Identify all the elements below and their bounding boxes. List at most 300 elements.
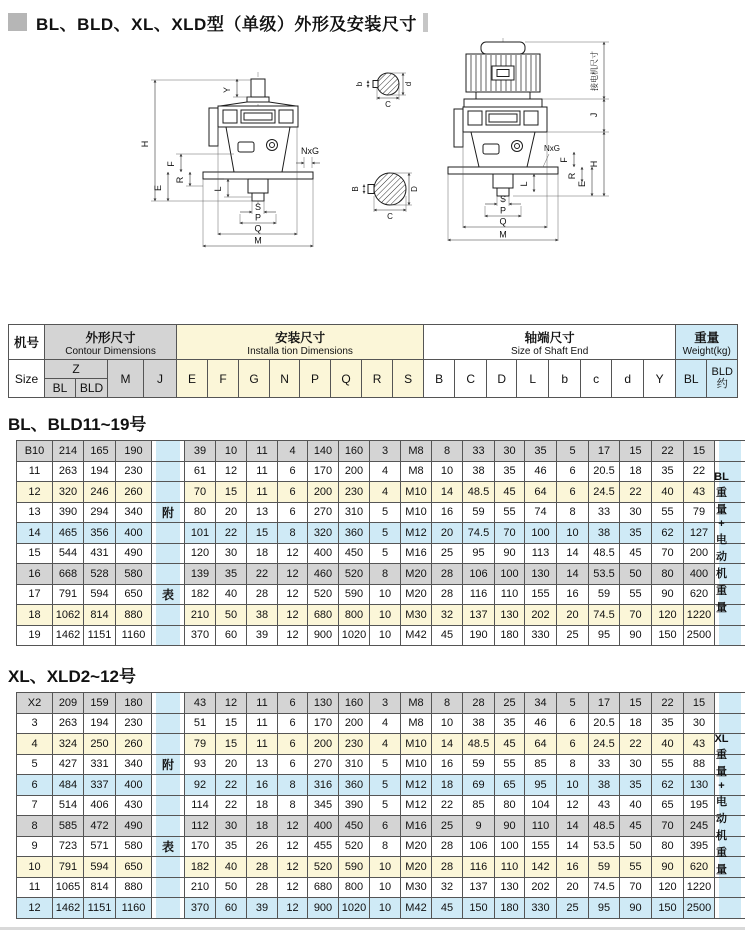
table-cell: M12 — [401, 775, 432, 796]
header-col-y: Y — [644, 360, 676, 398]
table-cell: 10 — [432, 713, 463, 734]
table-cell: 15 — [620, 693, 652, 714]
table-cell: 194 — [84, 713, 116, 734]
table-cell: M8 — [401, 713, 432, 734]
table-cell: 15 — [247, 523, 278, 544]
table-cell: 472 — [84, 816, 116, 837]
table-cell: 30 — [684, 713, 715, 734]
table-cell: 137 — [463, 877, 495, 898]
table-cell: 65 — [652, 795, 684, 816]
table-cell: M16 — [401, 543, 432, 564]
table-cell: 20 — [216, 754, 247, 775]
table-row — [17, 836, 745, 857]
table-cell: 150 — [652, 898, 684, 919]
table-cell: 214 — [53, 441, 84, 462]
table-cell: 35 — [620, 775, 652, 796]
table-cell: 1220 — [684, 877, 715, 898]
table-cell: 165 — [84, 441, 116, 462]
band-cell — [715, 523, 745, 544]
table-cell: 11 — [247, 441, 278, 462]
table-cell: 791 — [53, 857, 84, 878]
table-cell: 2500 — [684, 898, 715, 919]
table-cell: X2 — [17, 693, 53, 714]
table-cell: 331 — [84, 754, 116, 775]
table-cell: 14 — [17, 523, 53, 544]
band-cell — [152, 693, 185, 714]
table-cell: B10 — [17, 441, 53, 462]
table-cell: 70 — [620, 605, 652, 626]
table-cell: 390 — [339, 795, 370, 816]
table-cell: 22 — [216, 795, 247, 816]
table-cell: M12 — [401, 523, 432, 544]
band-cell — [715, 482, 745, 503]
table-cell: 270 — [308, 502, 339, 523]
table-cell: 10 — [557, 775, 589, 796]
reducer-left-view — [203, 72, 313, 206]
band-cell — [715, 543, 745, 564]
dim-label-j: J — [589, 113, 599, 118]
table-cell: 5 — [17, 754, 53, 775]
table-cell: 55 — [495, 502, 525, 523]
table-cell: 5 — [370, 795, 401, 816]
table-cell: 650 — [116, 857, 152, 878]
table-cell: 4 — [370, 461, 401, 482]
table-cell: 22 — [652, 441, 684, 462]
shaft-section-small — [355, 73, 413, 109]
table-cell: 200 — [339, 461, 370, 482]
band-cell — [152, 816, 185, 837]
table-cell: 61 — [185, 461, 216, 482]
header-col-r: R — [362, 360, 393, 398]
table-cell: 64 — [525, 734, 557, 755]
table-cell: 427 — [53, 754, 84, 775]
table-cell: 116 — [463, 857, 495, 878]
dim-label-nxg: NxG — [301, 146, 319, 156]
table-cell: 814 — [84, 605, 116, 626]
band-cell — [152, 625, 185, 646]
table-cell: 180 — [116, 693, 152, 714]
dim-label-s: S — [255, 202, 261, 212]
table-cell: 190 — [463, 625, 495, 646]
table-cell: 400 — [684, 564, 715, 585]
table-cell: M10 — [401, 482, 432, 503]
band-cell — [715, 775, 745, 796]
table-cell: 17 — [589, 441, 620, 462]
header-weight-bl: BL — [676, 360, 707, 398]
table-cell: 130 — [684, 775, 715, 796]
table-cell: 6 — [278, 502, 308, 523]
table-cell: 400 — [308, 543, 339, 564]
table-cell: 127 — [684, 523, 715, 544]
table-cell: 43 — [589, 795, 620, 816]
table-cell: 116 — [463, 584, 495, 605]
table-cell: 202 — [525, 605, 557, 626]
table-cell: 62 — [652, 523, 684, 544]
dim-label-c-small: C — [385, 100, 391, 109]
table-cell: 360 — [339, 523, 370, 544]
table-cell: M30 — [401, 605, 432, 626]
table-cell: 60 — [216, 898, 247, 919]
table-cell: 35 — [216, 836, 247, 857]
table-cell: 16 — [432, 754, 463, 775]
table-cell: 345 — [308, 795, 339, 816]
table-cell: 200 — [308, 734, 339, 755]
table-cell: M42 — [401, 898, 432, 919]
table-cell: 17 — [589, 693, 620, 714]
table-cell: 74.5 — [463, 523, 495, 544]
table-cell: 12 — [216, 461, 247, 482]
dim-label-r: R — [175, 176, 185, 183]
table-cell: 26 — [247, 836, 278, 857]
table-cell: 18 — [247, 543, 278, 564]
table-cell: 680 — [308, 877, 339, 898]
table-cell: 22 — [432, 795, 463, 816]
header-col-d2: d — [612, 360, 644, 398]
band-cell — [715, 713, 745, 734]
header-col-m: M — [108, 360, 144, 398]
dim-label-d-small: d — [404, 82, 413, 86]
table-cell: 1220 — [684, 605, 715, 626]
table-cell: 110 — [525, 816, 557, 837]
table-cell: 585 — [53, 816, 84, 837]
dim-label-r-right: R — [567, 172, 577, 179]
weight-band-char: 量 — [716, 599, 727, 615]
table-cell: 1462 — [53, 625, 84, 646]
table-cell: 316 — [308, 775, 339, 796]
band-cell — [152, 775, 185, 796]
dim-label-d-large: D — [410, 186, 419, 192]
header-machine-no: 机号 — [9, 325, 45, 360]
table-cell: 430 — [116, 795, 152, 816]
table-cell: 8 — [278, 795, 308, 816]
table-cell: 22 — [216, 523, 247, 544]
table-cell: 90 — [495, 543, 525, 564]
band-cell — [152, 795, 185, 816]
table-cell: 1160 — [116, 898, 152, 919]
table-cell: 250 — [84, 734, 116, 755]
table-cell: 6 — [557, 734, 589, 755]
table-cell: 160 — [339, 693, 370, 714]
table-cell: 50 — [216, 877, 247, 898]
dim-label-nxg-right: NxG — [544, 144, 560, 153]
table-cell: 22 — [620, 482, 652, 503]
table-cell: 28 — [247, 584, 278, 605]
table-cell: 55 — [620, 857, 652, 878]
table-cell: 59 — [589, 584, 620, 605]
table-cell: 80 — [495, 795, 525, 816]
table-cell: 230 — [339, 734, 370, 755]
table-cell: 90 — [620, 898, 652, 919]
weight-band-char: 重 — [716, 844, 727, 860]
table-cell: 38 — [463, 713, 495, 734]
table-cell: 130 — [525, 564, 557, 585]
table-cell: 28 — [247, 857, 278, 878]
band-cell — [715, 441, 745, 462]
table-cell: 4 — [370, 482, 401, 503]
table-cell: 880 — [116, 877, 152, 898]
table-cell: 55 — [652, 754, 684, 775]
table-cell: 160 — [339, 441, 370, 462]
band-cell: 表 — [152, 584, 185, 605]
table-cell: 246 — [84, 482, 116, 503]
table-cell: 590 — [339, 584, 370, 605]
table-cell: 43 — [684, 482, 715, 503]
table-cell: 8 — [278, 775, 308, 796]
weight-band-char: XL — [714, 733, 728, 745]
weight-band-char: 重 — [716, 582, 727, 598]
table-cell: 70 — [495, 523, 525, 544]
table-cell: 450 — [339, 816, 370, 837]
table-cell: 11 — [247, 693, 278, 714]
table-cell: 30 — [620, 502, 652, 523]
table-cell: 594 — [84, 584, 116, 605]
table-cell: 8 — [432, 693, 463, 714]
header-col-b: B — [424, 360, 455, 398]
table-cell: 16 — [557, 584, 589, 605]
table-cell: 45 — [432, 898, 463, 919]
table-cell: 2500 — [684, 625, 715, 646]
table-cell: 46 — [525, 713, 557, 734]
table-cell: 4 — [278, 441, 308, 462]
table-cell: 528 — [84, 564, 116, 585]
table-row — [17, 693, 745, 714]
table-cell: 400 — [116, 775, 152, 796]
dimensions-table-bl — [16, 440, 745, 646]
table-cell: 114 — [185, 795, 216, 816]
table-cell: 6 — [278, 482, 308, 503]
table-cell: 8 — [557, 502, 589, 523]
table-cell: 55 — [495, 754, 525, 775]
table-cell: 55 — [620, 584, 652, 605]
table-cell: 106 — [463, 836, 495, 857]
table-cell: 6 — [557, 482, 589, 503]
table-cell: 594 — [84, 857, 116, 878]
table-cell: 3 — [17, 713, 53, 734]
header-weight-bld: BLD 约 — [707, 360, 738, 398]
table-cell: 400 — [308, 816, 339, 837]
dim-label-c-large: C — [387, 212, 393, 221]
table-cell: 324 — [53, 734, 84, 755]
table-row — [17, 877, 745, 898]
table-cell: 79 — [684, 502, 715, 523]
table-cell: 22 — [620, 734, 652, 755]
table-cell: 16 — [247, 775, 278, 796]
table-cell: 16 — [432, 502, 463, 523]
table-cell: 51 — [185, 713, 216, 734]
table-cell: 880 — [116, 605, 152, 626]
table-cell: 34 — [525, 693, 557, 714]
table-cell: 100 — [525, 523, 557, 544]
table-cell: 110 — [495, 857, 525, 878]
table-cell: 150 — [463, 898, 495, 919]
table-cell: 85 — [525, 754, 557, 775]
table-cell: 95 — [589, 898, 620, 919]
table-cell: 120 — [652, 605, 684, 626]
table-cell: 35 — [525, 441, 557, 462]
table-cell: 8 — [17, 816, 53, 837]
table-cell: 45 — [620, 543, 652, 564]
table-cell: 8 — [370, 564, 401, 585]
table-cell: 90 — [495, 816, 525, 837]
table-cell: 330 — [525, 625, 557, 646]
table-cell: 64 — [525, 482, 557, 503]
table-cell: 406 — [84, 795, 116, 816]
table-cell: 544 — [53, 543, 84, 564]
table-cell: 195 — [684, 795, 715, 816]
section-title-bl: BL、BLD11~19号 — [8, 410, 745, 435]
table-cell: 142 — [525, 857, 557, 878]
table-cell: 7 — [17, 795, 53, 816]
table-cell: 69 — [463, 775, 495, 796]
header-col-l: L — [517, 360, 549, 398]
table-cell: 800 — [339, 605, 370, 626]
table-cell: 18 — [17, 605, 53, 626]
table-cell: 800 — [339, 877, 370, 898]
header-col-c: C — [455, 360, 487, 398]
table-cell: 20.5 — [589, 461, 620, 482]
table-cell: 490 — [116, 543, 152, 564]
dim-label-m-right: M — [499, 230, 507, 240]
table-cell: 14 — [557, 543, 589, 564]
table-cell: 12 — [278, 584, 308, 605]
table-cell: 12 — [278, 543, 308, 564]
band-cell — [152, 605, 185, 626]
table-cell: 5 — [370, 502, 401, 523]
table-cell: 46 — [525, 461, 557, 482]
table-cell: 80 — [652, 564, 684, 585]
header-col-s: S — [393, 360, 424, 398]
table-cell: 15 — [216, 482, 247, 503]
header-col-g: G — [239, 360, 270, 398]
table-cell: M10 — [401, 502, 432, 523]
table-cell: 460 — [308, 564, 339, 585]
table-cell: 22 — [652, 693, 684, 714]
band-cell — [715, 836, 745, 857]
table-row — [17, 898, 745, 919]
table-cell: 209 — [53, 693, 84, 714]
table-cell: 190 — [116, 441, 152, 462]
table-cell: 48.5 — [463, 734, 495, 755]
table-cell: 10 — [370, 625, 401, 646]
table-cell: 35 — [652, 461, 684, 482]
page-header — [0, 0, 745, 36]
table-cell: 580 — [116, 836, 152, 857]
table-cell: 15 — [216, 713, 247, 734]
table-cell: 620 — [684, 857, 715, 878]
bottom-divider — [0, 927, 745, 930]
table-cell: 159 — [84, 693, 116, 714]
table-cell: 74 — [525, 502, 557, 523]
dim-label-motor-mount: 接电机尺寸 — [589, 51, 599, 91]
table-row — [17, 502, 745, 523]
table-row — [17, 441, 745, 462]
table-cell: 680 — [308, 605, 339, 626]
table-cell: 320 — [308, 523, 339, 544]
table-cell: 370 — [185, 625, 216, 646]
band-cell — [715, 816, 745, 837]
table-cell: 60 — [216, 625, 247, 646]
table-cell: M20 — [401, 857, 432, 878]
table-cell: 65 — [495, 775, 525, 796]
band-cell — [152, 734, 185, 755]
table-cell: 15 — [620, 441, 652, 462]
table-cell: 12 — [278, 625, 308, 646]
table-row — [17, 754, 745, 775]
table-cell: 18 — [432, 775, 463, 796]
table-cell: 260 — [116, 734, 152, 755]
table-cell: 8 — [278, 523, 308, 544]
table-cell: 25 — [432, 543, 463, 564]
table-cell: 20 — [432, 523, 463, 544]
table-cell: 12 — [278, 857, 308, 878]
table-cell: M30 — [401, 877, 432, 898]
table-cell: M20 — [401, 584, 432, 605]
table-cell: 263 — [53, 461, 84, 482]
table-cell: 30 — [495, 441, 525, 462]
table-cell: 9 — [463, 816, 495, 837]
band-cell — [152, 523, 185, 544]
header-group-shaft-end: 轴端尺寸 Size of Shaft End — [424, 325, 676, 360]
table-cell: 50 — [620, 564, 652, 585]
table-cell: 9 — [17, 836, 53, 857]
table-cell: 668 — [53, 564, 84, 585]
table-cell: 88 — [684, 754, 715, 775]
table-cell: 6 — [370, 816, 401, 837]
table-cell: 18 — [247, 795, 278, 816]
table-cell: 48.5 — [589, 543, 620, 564]
table-row — [17, 482, 745, 503]
table-cell: 210 — [185, 605, 216, 626]
table-cell: 1065 — [53, 877, 84, 898]
table-cell: 1020 — [339, 625, 370, 646]
table-cell: 45 — [495, 734, 525, 755]
weight-band-char: 机 — [716, 565, 727, 581]
table-cell: 484 — [53, 775, 84, 796]
table-cell: 155 — [525, 584, 557, 605]
table-cell: 113 — [525, 543, 557, 564]
table-cell: 24.5 — [589, 734, 620, 755]
table-cell: 10 — [557, 523, 589, 544]
band-cell: 附 — [152, 502, 185, 523]
table-cell: 38 — [463, 461, 495, 482]
header-col-f: F — [208, 360, 239, 398]
table-cell: 104 — [525, 795, 557, 816]
table-cell: 8 — [370, 836, 401, 857]
table-cell: 85 — [463, 795, 495, 816]
table-cell: 11 — [247, 482, 278, 503]
weight-band-char: 量 — [716, 763, 727, 779]
band-cell — [152, 543, 185, 564]
table-cell: 28 — [432, 584, 463, 605]
band-cell — [152, 713, 185, 734]
table-cell: 53.5 — [589, 564, 620, 585]
table-cell: 5 — [557, 441, 589, 462]
weight-band-char: BL — [714, 471, 729, 483]
dim-label-b-large: B — [351, 186, 360, 191]
table-cell: 45 — [620, 816, 652, 837]
table-row — [17, 734, 745, 755]
table-cell: 14 — [432, 482, 463, 503]
table-cell: 356 — [84, 523, 116, 544]
table-cell: 20 — [557, 877, 589, 898]
table-cell: 140 — [308, 441, 339, 462]
table-cell: 12 — [557, 795, 589, 816]
table-cell: 723 — [53, 836, 84, 857]
table-cell: 6 — [278, 734, 308, 755]
table-cell: 590 — [339, 857, 370, 878]
table-cell: 5 — [370, 523, 401, 544]
table-cell: 53.5 — [589, 836, 620, 857]
